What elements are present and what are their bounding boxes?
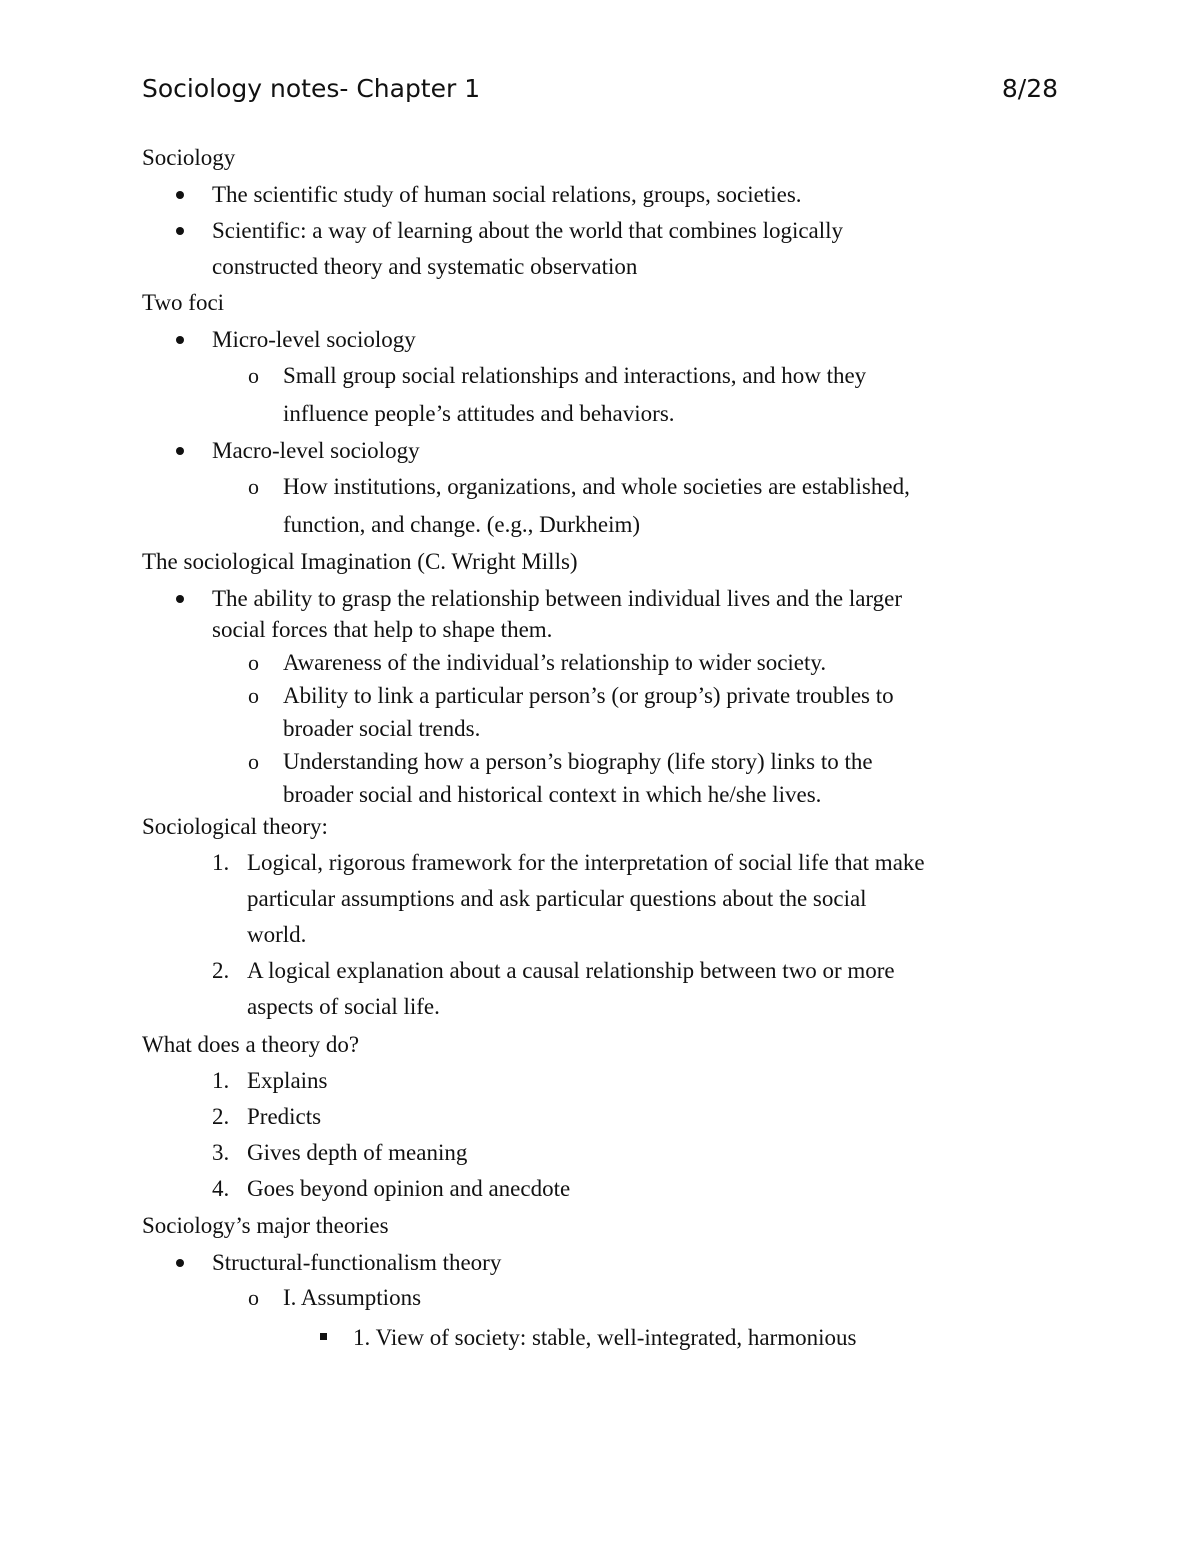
list-item: Understanding how a person’s biography (life story) links to the <box>283 749 873 774</box>
section-heading-sociology: Sociology <box>142 145 236 170</box>
document-date: 8/28 <box>1001 74 1058 103</box>
section-heading-major: Sociology’s major theories <box>142 1213 389 1238</box>
list-item-continuation: aspects of social life. <box>247 994 440 1019</box>
list-item-continuation: social forces that help to shape them. <box>212 617 553 642</box>
list-item-continuation: broader social and historical context in which he/she lives. <box>283 782 822 807</box>
list-item: Micro-level sociology <box>212 327 416 352</box>
list-item-continuation: function, and change. (e.g., Durkheim) <box>283 512 641 537</box>
list-number: 1. <box>212 850 230 875</box>
section-heading-foci: Two foci <box>142 290 225 315</box>
list-item: Macro-level sociology <box>212 438 420 463</box>
circle-bullet-icon: o <box>248 749 259 774</box>
bullet-icon <box>176 336 184 344</box>
list-item: I. Assumptions <box>283 1285 422 1310</box>
list-item: The ability to grasp the relationship between individual lives and the larger <box>212 586 903 611</box>
list-item-continuation: world. <box>247 922 307 947</box>
bullet-icon <box>176 191 184 199</box>
list-number: 1. <box>212 1068 230 1093</box>
section-heading-theory: Sociological theory: <box>142 814 328 839</box>
document-title: Sociology notes- Chapter 1 <box>142 74 481 103</box>
bullet-icon <box>176 227 184 235</box>
list-item-continuation: constructed theory and systematic observation <box>212 254 638 279</box>
circle-bullet-icon: o <box>248 650 259 675</box>
list-number: 4. <box>212 1176 230 1201</box>
list-item: Predicts <box>247 1104 322 1129</box>
list-item: Scientific: a way of learning about the world that combines logically <box>212 218 844 243</box>
list-item-continuation: particular assumptions and ask particular questions about the social <box>247 886 867 911</box>
list-number: 2. <box>212 1104 230 1129</box>
list-item-continuation: broader social trends. <box>283 716 481 741</box>
list-item: Gives depth of meaning <box>247 1140 468 1165</box>
list-item: Ability to link a particular person’s (or group’s) private troubles to <box>283 683 894 708</box>
list-item: How institutions, organizations, and whole societies are established, <box>283 474 910 499</box>
list-item: Goes beyond opinion and anecdote <box>247 1176 571 1201</box>
circle-bullet-icon: o <box>248 1285 259 1310</box>
list-item: A logical explanation about a causal relationship between two or more <box>247 958 895 983</box>
list-item: Awareness of the individual’s relationship to wider society. <box>283 650 827 675</box>
circle-bullet-icon: o <box>248 474 259 499</box>
list-item-continuation: influence people’s attitudes and behaviors. <box>283 401 675 426</box>
square-bullet-icon <box>320 1333 327 1340</box>
section-heading-does: What does a theory do? <box>142 1032 360 1057</box>
list-item: The scientific study of human social relations, groups, societies. <box>212 182 802 207</box>
circle-bullet-icon: o <box>248 363 259 388</box>
section-heading-imagination: The sociological Imagination (C. Wright Mills) <box>142 549 578 574</box>
bullet-icon <box>176 595 184 603</box>
list-number: 2. <box>212 958 230 983</box>
list-item: Structural-functionalism theory <box>212 1250 502 1275</box>
bullet-icon <box>176 1259 184 1267</box>
list-item: Explains <box>247 1068 328 1093</box>
list-item: 1. View of society: stable, well-integrated, harmonious <box>353 1325 857 1350</box>
list-item: Logical, rigorous framework for the interpretation of social life that make <box>247 850 925 875</box>
list-item: Small group social relationships and interactions, and how they <box>283 363 867 388</box>
bullet-icon <box>176 447 184 455</box>
circle-bullet-icon: o <box>248 683 259 708</box>
list-number: 3. <box>212 1140 230 1165</box>
